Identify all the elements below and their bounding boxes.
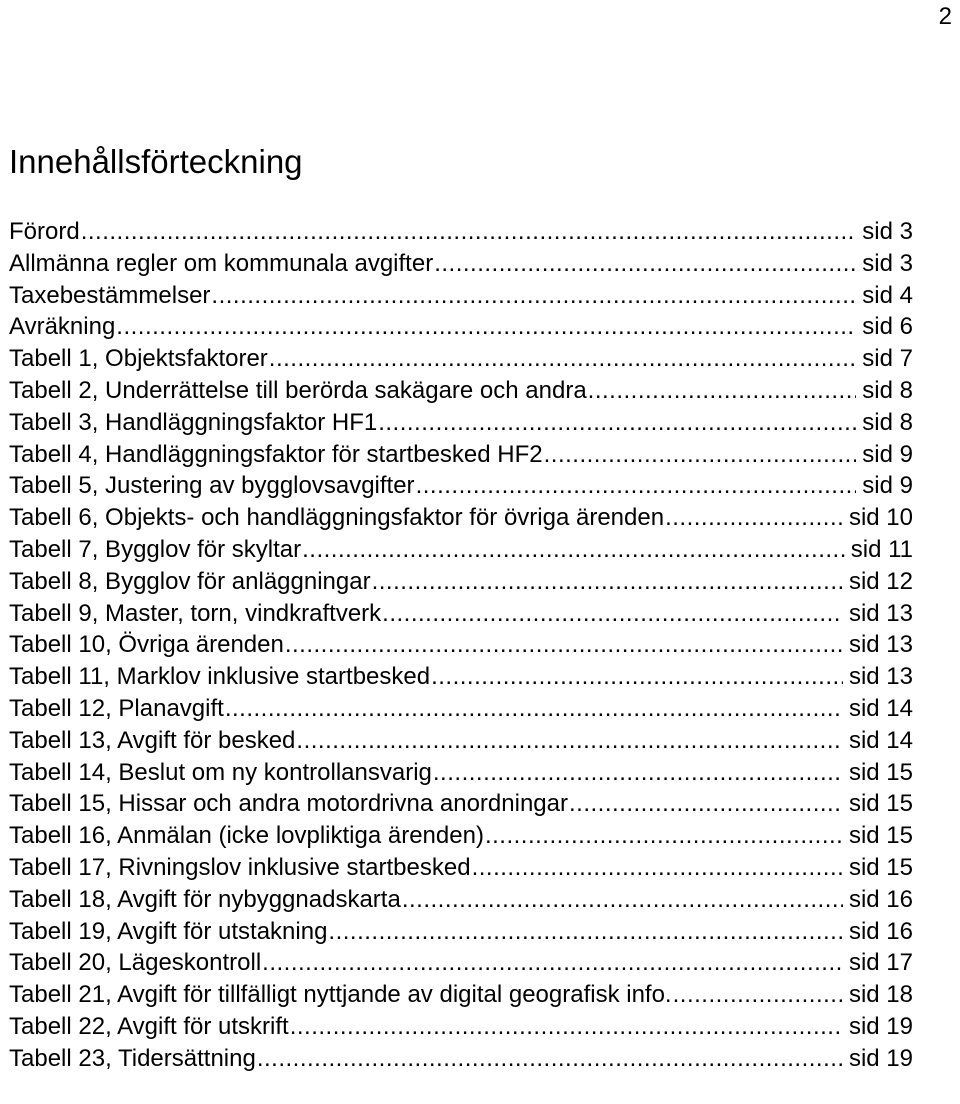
toc-entry-title: Tabell 20, Lägeskontroll xyxy=(9,949,262,977)
dot-leader xyxy=(328,916,843,948)
table-of-contents xyxy=(9,216,913,1075)
toc-entry-title: Tabell 22, Avgift för utskrift xyxy=(9,1012,289,1040)
toc-entry[interactable] xyxy=(9,1043,913,1075)
dot-leader xyxy=(302,534,845,566)
toc-entry-page: sid 15 xyxy=(848,758,913,786)
toc-entry-page: sid 8 xyxy=(862,376,913,404)
toc-entry-title: Tabell 19, Avgift för utstakning xyxy=(9,917,328,945)
toc-entry-page: sid 7 xyxy=(862,345,913,373)
toc-entry[interactable] xyxy=(9,979,913,1011)
toc-entry-title: Tabell 15, Hissar och andra motordrivna anordningar xyxy=(9,790,568,818)
toc-entry-page: sid 19 xyxy=(848,1044,913,1072)
toc-entry-title: Tabell 21, Avgift för tillfälligt nyttjande av digital geografisk info. xyxy=(9,981,672,1009)
toc-entry-page: sid 3 xyxy=(862,218,913,245)
toc-entry[interactable] xyxy=(9,311,913,343)
toc-entry-title: Tabell 17, Rivningslov inklusive startbesked xyxy=(9,853,471,881)
toc-entry-title: Tabell 9, Master, torn, vindkraftverk xyxy=(9,599,382,627)
toc-entry-page: sid 6 xyxy=(862,313,913,341)
toc-entry-title: Tabell 11, Marklov inklusive startbesked xyxy=(9,663,431,691)
toc-heading: Innehållsförteckning xyxy=(9,143,303,180)
dot-leader xyxy=(416,470,857,502)
dot-leader xyxy=(434,248,856,280)
dot-leader xyxy=(296,725,843,757)
toc-entry[interactable] xyxy=(9,343,913,375)
toc-entry-page: sid 15 xyxy=(848,822,913,850)
toc-entry-title: Avräkning xyxy=(9,313,116,341)
toc-entry-page: sid 14 xyxy=(848,726,913,754)
dot-leader xyxy=(257,1043,843,1075)
dot-leader xyxy=(211,280,856,312)
toc-entry[interactable] xyxy=(9,598,913,630)
toc-entry[interactable] xyxy=(9,248,913,280)
toc-entry-title: Tabell 13, Avgift för besked xyxy=(9,726,296,754)
dot-leader xyxy=(378,407,856,439)
dot-leader xyxy=(382,598,843,630)
dot-leader xyxy=(372,566,843,598)
toc-entry-title: Tabell 6, Objekts- och handläggningsfaktor för övriga ärenden xyxy=(9,504,665,532)
toc-entry[interactable] xyxy=(9,280,913,312)
toc-entry-title: Tabell 8, Bygglov för anläggningar xyxy=(9,567,371,595)
toc-entry-page: sid 13 xyxy=(848,599,913,627)
toc-entry[interactable] xyxy=(9,820,913,852)
toc-entry-title: Tabell 5, Justering av bygglovsavgifter xyxy=(9,472,415,500)
toc-entry-page: sid 11 xyxy=(850,535,913,563)
toc-entry-page: sid 15 xyxy=(848,790,913,818)
toc-entry-page: sid 4 xyxy=(862,281,913,309)
toc-entry[interactable] xyxy=(9,661,913,693)
toc-entry-title: Tabell 14, Beslut om ny kontrollansvarig xyxy=(9,758,432,786)
toc-entry-page: sid 13 xyxy=(848,663,913,691)
dot-leader xyxy=(588,375,857,407)
dot-leader xyxy=(472,852,843,884)
toc-entry[interactable] xyxy=(9,502,913,534)
toc-entry-title: Tabell 7, Bygglov för skyltar xyxy=(9,535,302,563)
dot-leader xyxy=(290,1011,843,1043)
toc-entry-title: Tabell 1, Objektsfaktorer xyxy=(9,345,268,373)
dot-leader xyxy=(116,311,856,343)
toc-entry-title: Tabell 4, Handläggningsfaktor för startbesked HF2 xyxy=(9,440,543,468)
toc-entry-title: Tabell 10, Övriga ärenden xyxy=(9,631,284,659)
toc-entry[interactable] xyxy=(9,852,913,884)
toc-entry-page: sid 18 xyxy=(848,981,913,1009)
toc-entry-title: Tabell 3, Handläggningsfaktor HF1 xyxy=(9,408,378,436)
toc-entry[interactable] xyxy=(9,216,913,248)
toc-entry-title: Taxebestämmelser xyxy=(9,281,211,309)
toc-entry-page: sid 16 xyxy=(848,885,913,913)
dot-leader xyxy=(431,661,843,693)
toc-entry[interactable] xyxy=(9,757,913,789)
toc-entry-page: sid 14 xyxy=(848,694,913,722)
toc-entry-page: sid 9 xyxy=(862,472,913,500)
dot-leader xyxy=(225,693,843,725)
toc-entry-title: Allmänna regler om kommunala avgifter xyxy=(9,249,434,277)
toc-entry-page: sid 9 xyxy=(862,440,913,468)
toc-entry[interactable] xyxy=(9,566,913,598)
toc-entry[interactable] xyxy=(9,788,913,820)
toc-entry[interactable] xyxy=(9,407,913,439)
dot-leader xyxy=(285,629,843,661)
toc-entry[interactable] xyxy=(9,693,913,725)
toc-entry-title: Tabell 16, Anmälan (icke lovpliktiga ärenden) xyxy=(9,822,484,850)
dot-leader xyxy=(402,884,843,916)
page-number: 2 xyxy=(938,3,952,30)
dot-leader xyxy=(569,788,843,820)
toc-entry-page: sid 8 xyxy=(862,408,913,436)
toc-entry-page: sid 17 xyxy=(848,949,913,977)
toc-entry[interactable] xyxy=(9,629,913,661)
dot-leader xyxy=(81,216,857,248)
toc-entry-page: sid 12 xyxy=(848,567,913,595)
toc-entry[interactable] xyxy=(9,725,913,757)
toc-entry-title: Tabell 18, Avgift för nybyggnadskarta xyxy=(9,885,401,913)
toc-entry-title: Tabell 2, Underrättelse till berörda sakägare och andra xyxy=(9,376,587,404)
toc-entry-title: Tabell 23, Tidersättning xyxy=(9,1044,256,1072)
toc-entry[interactable] xyxy=(9,1011,913,1043)
toc-entry-page: sid 19 xyxy=(848,1012,913,1040)
toc-entry-page: sid 16 xyxy=(848,917,913,945)
toc-entry[interactable] xyxy=(9,439,913,471)
toc-entry-page: sid 10 xyxy=(848,504,913,532)
toc-entry[interactable] xyxy=(9,947,913,979)
toc-entry-title: Förord xyxy=(9,218,80,245)
dot-leader xyxy=(544,439,857,471)
toc-entry[interactable] xyxy=(9,916,913,948)
toc-entry[interactable] xyxy=(9,470,913,502)
toc-entry-page: sid 15 xyxy=(848,853,913,881)
dot-leader xyxy=(485,820,843,852)
dot-leader xyxy=(262,947,843,979)
dot-leader xyxy=(433,757,843,789)
toc-entry-page: sid 3 xyxy=(862,249,913,277)
dot-leader xyxy=(673,979,843,1011)
toc-entry-title: Tabell 12, Planavgift xyxy=(9,694,224,722)
toc-entry-page: sid 13 xyxy=(848,631,913,659)
toc-entry[interactable] xyxy=(9,375,913,407)
dot-leader xyxy=(269,343,857,375)
dot-leader xyxy=(665,502,843,534)
toc-entry[interactable] xyxy=(9,884,913,916)
toc-entry[interactable] xyxy=(9,534,913,566)
